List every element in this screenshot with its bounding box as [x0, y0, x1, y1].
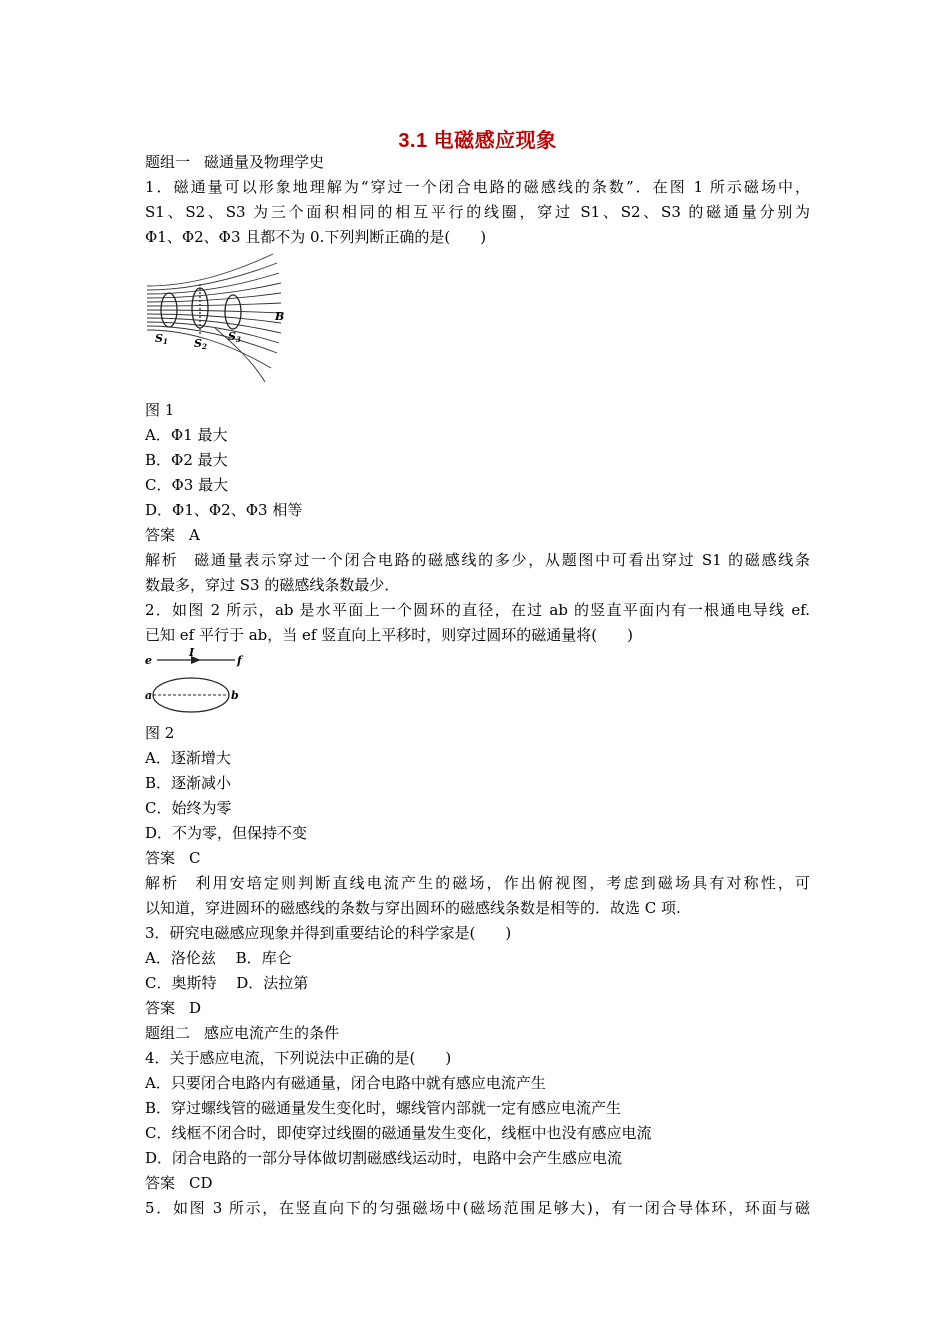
q3-line: 3．研究电磁感应现象并得到重要结论的科学家是( ) [145, 924, 512, 942]
label-s3: S3 [228, 330, 241, 344]
q1-answer: 答案 A [145, 526, 200, 544]
q1-analysis-line-1: 解析 磁通量表示穿过一个闭合电路的磁感线的多少，从题图中可看出穿过 S1 的磁感线条 [145, 551, 810, 569]
q2-option-b: B．逐渐减小 [145, 774, 232, 792]
q4-answer: 答案 CD [145, 1174, 213, 1192]
label-b: B [275, 310, 285, 323]
label-s2: S2 [194, 337, 207, 351]
figure-1-caption: 图 1 [145, 401, 175, 419]
figure-2-caption: 图 2 [145, 724, 175, 742]
q2-option-c: C．始终为零 [145, 799, 232, 817]
group-1-heading: 题组一 磁通量及物理学史 [145, 153, 325, 171]
label-b2: b [231, 689, 239, 702]
question-1-block [145, 150, 810, 250]
q1-option-d: D．Φ1、Φ2、Φ3 相等 [145, 501, 303, 519]
q4-line: 4．关于感应电流，下列说法中正确的是( ) [145, 1049, 452, 1067]
q2-line-1: 2．如图 2 所示，ab 是水平面上一个圆环的直径，在过 ab 的竖直平面内有一根通电导线 ef. [145, 601, 810, 619]
q4-option-c: C．线框不闭合时，即使穿过线圈的磁通量发生变化，线框中也没有感应电流 [145, 1124, 652, 1142]
q1-option-b: B．Φ2 最大 [145, 451, 228, 469]
q2-answer: 答案 C [145, 849, 201, 867]
q4-option-a: A．只要闭合电路内有磁通量，闭合电路中就有感应电流产生 [145, 1074, 546, 1092]
label-e: e [145, 654, 152, 667]
q1-option-a: A．Φ1 最大 [145, 426, 228, 444]
label-f: f [237, 654, 242, 667]
label-s1: S1 [155, 332, 168, 346]
q2-option-d: D．不为零，但保持不变 [145, 824, 308, 842]
q2-analysis-line-1: 解析 利用安培定则判断直线电流产生的磁场，作出俯视图，考虑到磁场具有对称性，可 [145, 874, 810, 892]
q5-line: 5．如图 3 所示，在竖直向下的匀强磁场中(磁场范围足够大)，有一闭合导体环，环面与磁 [145, 1199, 810, 1217]
q3-options-row-2: C．奥斯特 D．法拉第 [145, 974, 309, 992]
q4-option-d: D．闭合电路的一部分导体做切割磁感线运动时，电路中会产生感应电流 [145, 1149, 623, 1167]
q1-line-3: Φ1、Φ2、Φ3 且都不为 0.下列判断正确的是( ) [145, 228, 487, 246]
q3-options-row-1: A．洛伦兹 B．库仑 [145, 949, 292, 967]
q2-line-2: 已知 ef 平行于 ab，当 ef 竖直向上平移时，则穿过圆环的磁通量将( ) [145, 626, 633, 644]
q1-option-c: C．Φ3 最大 [145, 476, 229, 494]
label-i: I [189, 648, 195, 659]
q1-analysis-line-2: 数最多，穿过 S3 的磁感线条数最少． [145, 576, 400, 594]
q1-line-2: S1、S2、S3 为三个面积相同的相互平行的线圈，穿过 S1、S2、S3 的磁通量分别为 [145, 203, 810, 221]
question-1-options [145, 398, 810, 648]
group-2-heading: 题组二 感应电流产生的条件 [145, 1024, 340, 1042]
q2-analysis-line-2: 以知道，穿进圆环的磁感线的条数与穿出圆环的磁感线条数是相等的．故选 C 项. [145, 899, 681, 917]
q4-option-b: B．穿过螺线管的磁通量发生变化时，螺线管内部就一定有感应电流产生 [145, 1099, 622, 1117]
q1-line-1: 1．磁通量可以形象地理解为“穿过一个闭合电路的磁感线的条数”．在图 1 所示磁场中， [145, 178, 810, 196]
figure-1-magnetic-field [145, 250, 295, 386]
label-a: a [145, 689, 153, 702]
question-2-options [145, 721, 810, 1221]
figure-2-wire-and-ring [145, 648, 255, 720]
page-title: 3.1 电磁感应现象 [398, 130, 557, 152]
q3-answer: 答案 D [145, 999, 202, 1017]
q2-option-a: A．逐渐增大 [145, 749, 231, 767]
